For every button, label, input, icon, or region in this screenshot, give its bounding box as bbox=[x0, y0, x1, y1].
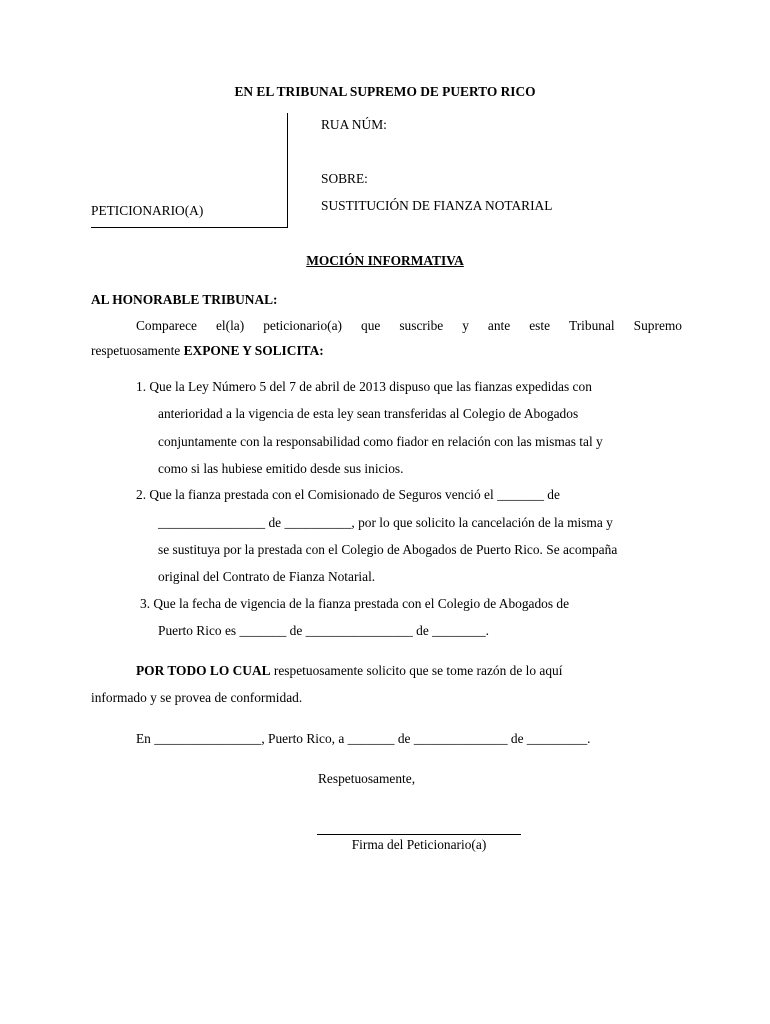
intro-word: ante bbox=[487, 318, 511, 333]
sobre-value: SUSTITUCIÓN DE FIANZA NOTARIAL bbox=[321, 198, 553, 213]
intro-line-1 bbox=[136, 318, 682, 334]
item-2-line-1: 2. Que la fianza prestada con el Comisionado de Seguros venció el _______ de bbox=[136, 487, 560, 502]
intro-word: este bbox=[529, 318, 551, 333]
closing: Respetuosamente, bbox=[318, 771, 416, 786]
sobre-label: SOBRE: bbox=[321, 171, 368, 186]
intro-word: que bbox=[361, 318, 381, 333]
court-title: EN EL TRIBUNAL SUPREMO DE PUERTO RICO bbox=[234, 84, 536, 99]
place-date-line: En ________________, Puerto Rico, a _______ de ______________ de _________. bbox=[136, 731, 591, 746]
item-2-line-3: se sustituya por la prestada con el Colegio de Abogados de Puerto Rico. Se acompaña bbox=[158, 542, 618, 557]
salutation: AL HONORABLE TRIBUNAL: bbox=[91, 292, 278, 307]
signature-line bbox=[317, 834, 521, 835]
intro-word: Supremo bbox=[633, 318, 682, 333]
intro-expone: EXPONE Y SOLICITA: bbox=[183, 343, 324, 358]
conclusion-rest: respetuosamente solicito que se tome razón de lo aquí bbox=[270, 663, 563, 678]
intro-word: suscribe bbox=[399, 318, 444, 333]
motion-title: MOCIÓN INFORMATIVA bbox=[306, 253, 464, 268]
item-2-line-2: ________________ de __________, por lo que solicito la cancelación de la misma y bbox=[158, 515, 613, 530]
item-1-line-2: anterioridad a la vigencia de esta ley sean transferidas al Colegio de Abogados bbox=[158, 406, 579, 421]
intro-word: el(la) bbox=[215, 318, 245, 333]
intro-word: Tribunal bbox=[569, 318, 615, 333]
caption-divider bbox=[287, 113, 288, 228]
conclusion-line-1 bbox=[136, 663, 562, 679]
intro-word: Comparece bbox=[136, 318, 197, 333]
conclusion-bold: POR TODO LO CUAL bbox=[136, 663, 271, 678]
petitioner-label: PETICIONARIO(A) bbox=[91, 203, 204, 218]
item-3-line-1: 3. Que la fecha de vigencia de la fianza prestada con el Colegio de Abogados de bbox=[140, 596, 570, 611]
signature-label: Firma del Peticionario(a) bbox=[351, 837, 487, 852]
item-3-line-2: Puerto Rico es _______ de ________________ de ________. bbox=[158, 623, 490, 638]
item-2-line-4: original del Contrato de Fianza Notarial. bbox=[158, 569, 376, 584]
item-1-line-4: como si las hubiese emitido desde sus inicios. bbox=[158, 461, 404, 476]
intro-word: y bbox=[462, 318, 469, 333]
item-1-line-1: 1. Que la Ley Número 5 del 7 de abril de 2013 dispuso que las fianzas expedidas con bbox=[136, 379, 592, 394]
caption-underline bbox=[91, 227, 288, 228]
intro-prefix: respetuosamente bbox=[91, 343, 184, 358]
item-1-line-3: conjuntamente con la responsabilidad como fiador en relación con las mismas tal y bbox=[158, 434, 603, 449]
intro-word: peticionario(a) bbox=[263, 318, 343, 333]
rua-label: RUA NÚM: bbox=[321, 117, 387, 132]
conclusion-line-2: informado y se provea de conformidad. bbox=[91, 690, 303, 705]
intro-line-2 bbox=[91, 343, 324, 359]
